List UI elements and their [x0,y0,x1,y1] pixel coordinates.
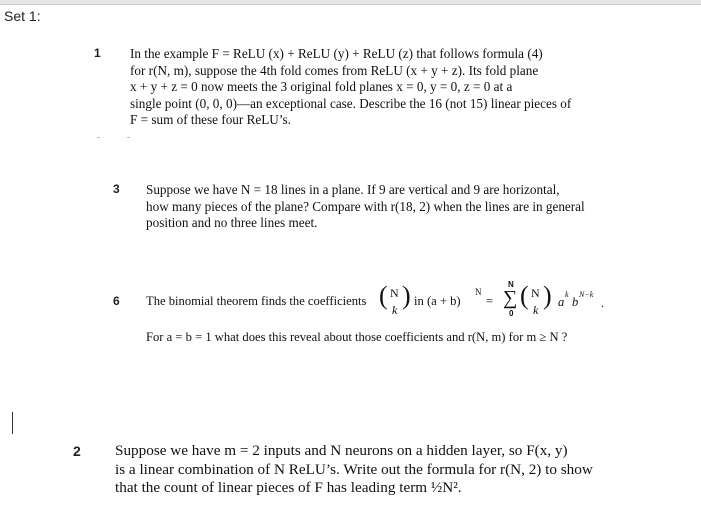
sum-top: N [508,280,514,289]
left-paren: ( [520,281,529,310]
problem-6-line-2: For a = b = 1 what does this reveal about those coefficients and r(N, m) for m ≥ N ? [146,330,568,344]
binom-bottom: k [392,303,398,317]
problem-2-line: is a linear combination of N ReLU’s. Write out the formula for r(N, 2) to show [115,460,593,478]
faint-mark [97,137,100,138]
problem-3-text [146,182,585,232]
problem-1-line: x + y + z = 0 now meets the 3 original fold planes x = 0, y = 0, z = 0 at a [130,79,513,95]
problem-1-text [130,46,571,129]
formula-mid: in (a + b) [414,294,461,308]
top-toolbar-strip [0,0,701,5]
binom-top: N [390,286,399,300]
text-cursor [12,412,13,434]
exponent-N: N [475,287,482,297]
period: . [601,296,605,310]
problem-2-line: that the count of linear pieces of F has leading term ½N². [115,479,462,497]
problem-number: 6 [113,294,120,308]
problem-1-line: for r(N, m), suppose the 4th fold comes from ReLU (x + y + z). Its fold plane [130,62,539,78]
binom-bottom: k [533,303,539,317]
right-paren: ) [402,281,411,310]
problem-1-line: In the example F = ReLU (x) + ReLU (y) + ReLU (z) that follows formula (4) [130,46,543,61]
problem-6-formula-prefix: The binomial theorem finds the coefficients [146,294,367,308]
problem-3-line: how many pieces of the plane? Compare with r(18, 2) when the lines are in general [146,198,585,214]
tail-a: a [558,295,565,309]
problem-2-line: Suppose we have m = 2 inputs and N neurons on a hidden layer, so F(x, y) [115,442,568,459]
set-label: Set 1: [4,8,41,24]
sigma-symbol: ∑ [503,287,518,309]
faint-mark [127,137,130,138]
problem-1-line: single point (0, 0, 0)—an exceptional case. Describe the 16 (not 15) linear pieces of [130,95,572,111]
right-paren: ) [543,281,552,310]
tail-exp-N-minus-k: N−k [579,290,594,299]
left-paren: ( [379,281,388,310]
tail-b: b [572,295,579,309]
problem-number: 2 [73,443,81,459]
sum-bottom: 0 [509,309,514,318]
problem-3-line: Suppose we have N = 18 lines in a plane. If 9 are vertical and 9 are horizontal, [146,182,560,197]
binom-top: N [531,286,540,300]
tail-exp-k: k [565,290,569,299]
problem-2-text [115,442,593,498]
problem-number: 1 [94,46,101,60]
equals-sign: = [486,294,494,308]
problem-3-line: position and no three lines meet. [146,215,318,231]
problem-number: 3 [113,182,120,196]
problem-1-line: F = sum of these four ReLU’s. [130,112,291,128]
